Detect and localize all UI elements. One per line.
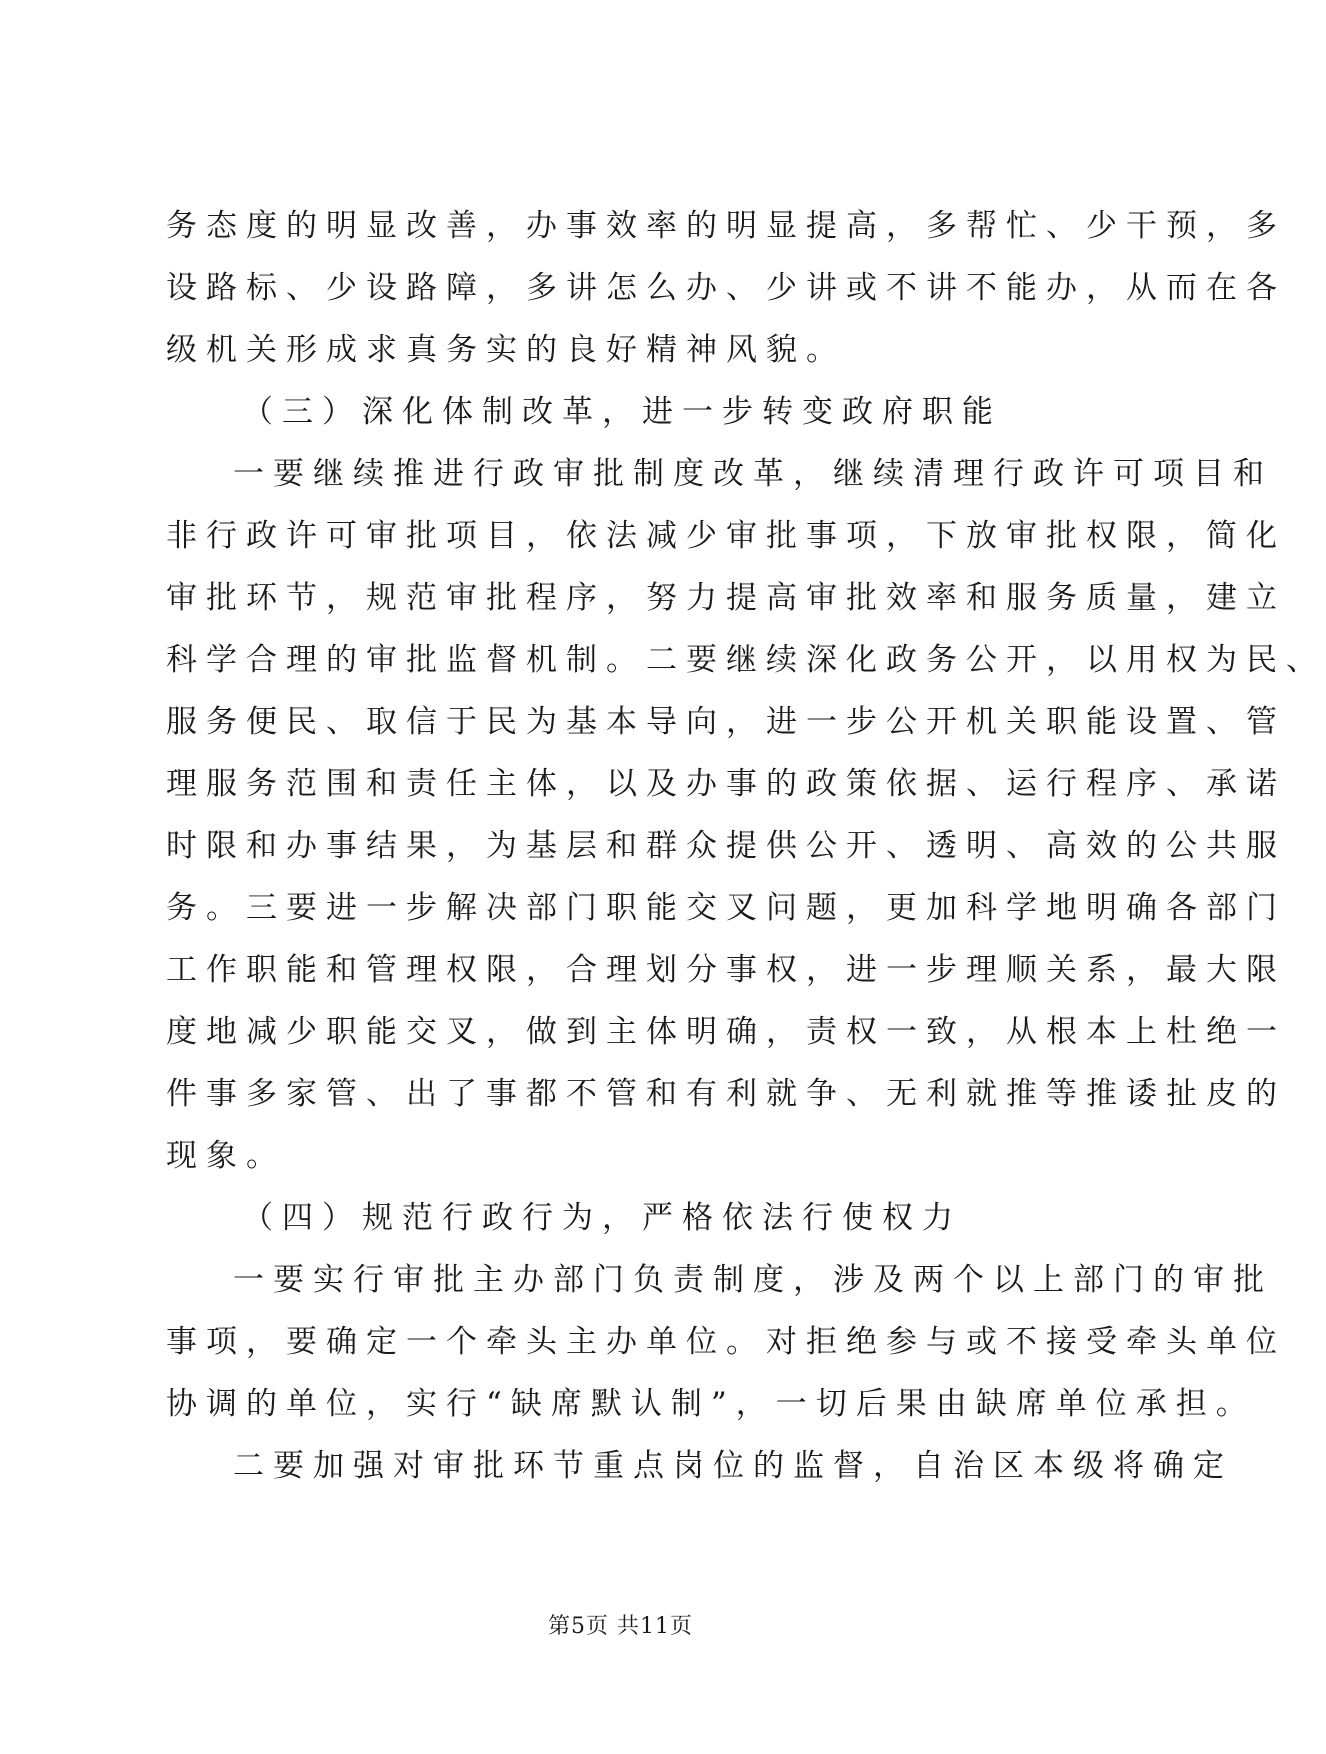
text-line-18: 一要实行审批主办部门负责制度，涉及两个以上部门的审批 [233, 1262, 1273, 1298]
text-line-21: 二要加强对审批环节重点岗位的监督，自治区本级将确定 [233, 1448, 1233, 1484]
page-footer: 第5页 共11页 [548, 1614, 693, 1639]
text-line-19: 事项，要确定一个牵头主办单位。对拒绝参与或不接受牵头单位 [166, 1324, 1286, 1360]
section-heading-3: （三）深化体制改革，进一步转变政府职能 [242, 394, 1002, 430]
text-line-11: 时限和办事结果，为基层和群众提供公开、透明、高效的公共服 [166, 828, 1286, 864]
text-line-12: 务。三要进一步解决部门职能交叉问题，更加科学地明确各部门 [166, 890, 1286, 926]
text-line-2: 设路标、少设路障，多讲怎么办、少讲或不讲不能办，从而在各 [166, 270, 1286, 306]
text-line-3: 级机关形成求真务实的良好精神风貌。 [166, 332, 846, 368]
text-line-8: 科学合理的审批监督机制。二要继续深化政务公开，以用权为民、 [166, 642, 1326, 678]
text-line-7: 审批环节，规范审批程序，努力提高审批效率和服务质量，建立 [166, 580, 1286, 616]
section-heading-4: （四）规范行政行为，严格依法行使权力 [242, 1200, 962, 1236]
text-line-13: 工作职能和管理权限，合理划分事权，进一步理顺关系，最大限 [166, 952, 1286, 988]
text-line-9: 服务便民、取信于民为基本导向，进一步公开机关职能设置、管 [166, 704, 1286, 740]
text-line-5: 一要继续推进行政审批制度改革，继续清理行政许可项目和 [233, 456, 1273, 492]
text-line-6: 非行政许可审批项目，依法减少审批事项，下放审批权限，简化 [166, 518, 1286, 554]
text-line-16: 现象。 [166, 1138, 286, 1174]
text-line-14: 度地减少职能交叉，做到主体明确，责权一致，从根本上杜绝一 [166, 1014, 1286, 1050]
text-line-20: 协调的单位，实行“缺席默认制”，一切后果由缺席单位承担。 [166, 1386, 1256, 1422]
text-line-10: 理服务范围和责任主体，以及办事的政策依据、运行程序、承诺 [166, 766, 1286, 802]
text-line-1: 务态度的明显改善，办事效率的明显提高，多帮忙、少干预，多 [166, 208, 1286, 244]
text-line-15: 件事多家管、出了事都不管和有利就争、无利就推等推诿扯皮的 [166, 1076, 1286, 1112]
